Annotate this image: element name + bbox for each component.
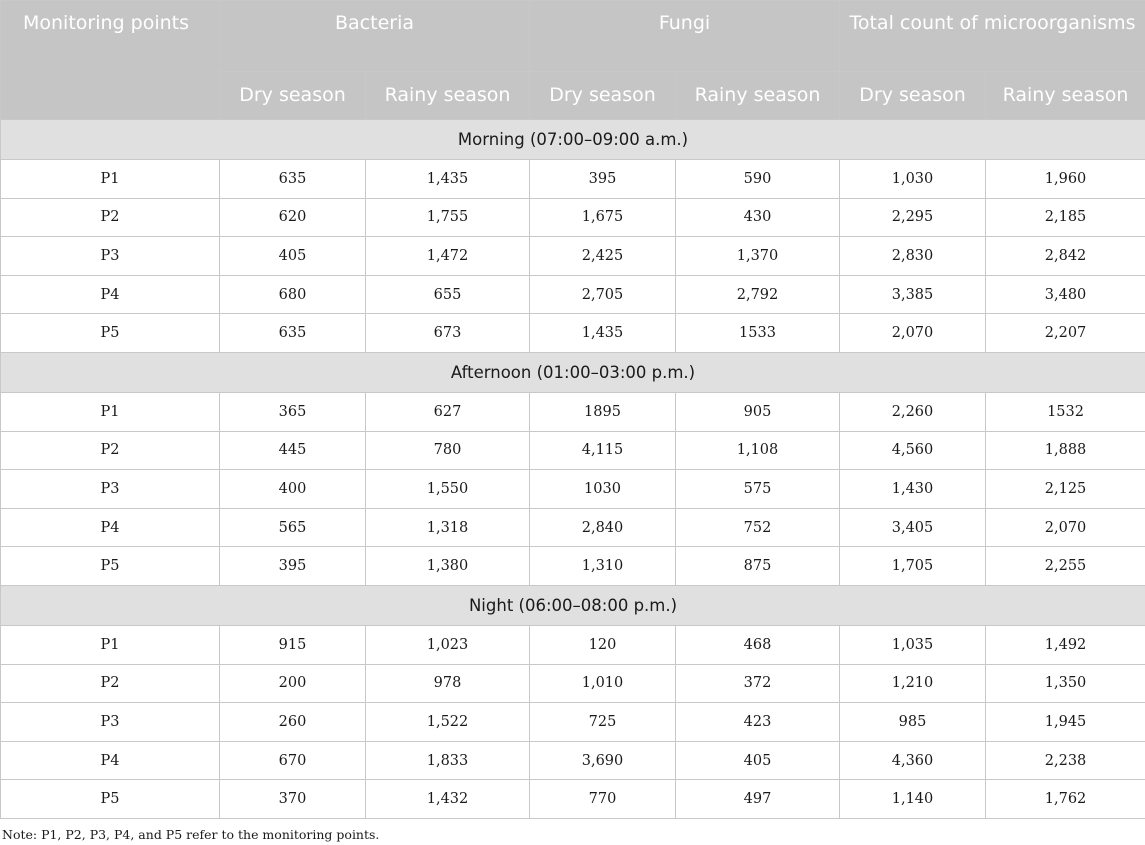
cell-fungi-dry: 120 (530, 625, 676, 664)
cell-total-dry: 3,405 (840, 508, 986, 547)
cell-point: P1 (1, 160, 220, 199)
cell-bact-dry: 635 (220, 160, 366, 199)
cell-bact-dry: 620 (220, 198, 366, 237)
cell-point: P5 (1, 314, 220, 353)
cell-fungi-rainy: 905 (676, 392, 840, 431)
cell-point: P4 (1, 275, 220, 314)
table-row (1, 198, 1145, 237)
cell-fungi-rainy: 372 (676, 664, 840, 703)
cell-total-rainy: 2,185 (986, 198, 1145, 237)
table-header (1, 1, 1145, 120)
cell-total-dry: 1,705 (840, 547, 986, 586)
cell-fungi-rainy: 430 (676, 198, 840, 237)
header-row-top (1, 1, 1145, 72)
cell-point: P4 (1, 741, 220, 780)
cell-point: P4 (1, 508, 220, 547)
cell-bact-dry: 260 (220, 703, 366, 742)
cell-total-dry: 4,560 (840, 431, 986, 470)
cell-total-rainy: 2,842 (986, 237, 1145, 276)
table-row (1, 431, 1145, 470)
cell-total-dry: 4,360 (840, 741, 986, 780)
cell-total-rainy: 2,125 (986, 470, 1145, 509)
cell-bact-dry: 365 (220, 392, 366, 431)
cell-fungi-rainy: 590 (676, 160, 840, 199)
cell-fungi-rainy: 497 (676, 780, 840, 819)
cell-bact-rainy: 1,550 (366, 470, 530, 509)
cell-total-dry: 1,035 (840, 625, 986, 664)
cell-bact-dry: 405 (220, 237, 366, 276)
cell-bact-rainy: 1,318 (366, 508, 530, 547)
cell-bact-rainy: 1,833 (366, 741, 530, 780)
cell-bact-rainy: 780 (366, 431, 530, 470)
cell-bact-rainy: 1,435 (366, 160, 530, 199)
cell-bact-dry: 200 (220, 664, 366, 703)
cell-fungi-rainy: 875 (676, 547, 840, 586)
table-row (1, 392, 1145, 431)
group-row (1, 120, 1145, 160)
header-total-dry: Dry season (840, 72, 986, 120)
cell-fungi-dry: 725 (530, 703, 676, 742)
cell-fungi-rainy: 423 (676, 703, 840, 742)
cell-bact-rainy: 978 (366, 664, 530, 703)
cell-fungi-rainy: 2,792 (676, 275, 840, 314)
group-label: Morning (07:00–09:00 a.m.) (1, 120, 1145, 160)
cell-bact-rainy: 1,472 (366, 237, 530, 276)
cell-total-rainy: 1,888 (986, 431, 1145, 470)
cell-total-rainy: 3,480 (986, 275, 1145, 314)
header-monitoring-points: Monitoring points (1, 1, 220, 120)
cell-fungi-dry: 2,840 (530, 508, 676, 547)
cell-bact-dry: 445 (220, 431, 366, 470)
cell-total-rainy: 2,238 (986, 741, 1145, 780)
cell-total-dry: 2,070 (840, 314, 986, 353)
header-total-rainy: Rainy season (986, 72, 1145, 120)
cell-total-dry: 2,830 (840, 237, 986, 276)
cell-total-rainy: 2,207 (986, 314, 1145, 353)
cell-bact-rainy: 1,755 (366, 198, 530, 237)
cell-bact-rainy: 1,023 (366, 625, 530, 664)
cell-total-dry: 1,030 (840, 160, 986, 199)
cell-total-rainy: 1,960 (986, 160, 1145, 199)
cell-bact-dry: 635 (220, 314, 366, 353)
table-row (1, 625, 1145, 664)
cell-point: P3 (1, 237, 220, 276)
cell-fungi-dry: 1,675 (530, 198, 676, 237)
cell-bact-rainy: 627 (366, 392, 530, 431)
cell-total-rainy: 1,945 (986, 703, 1145, 742)
cell-bact-rainy: 1,380 (366, 547, 530, 586)
cell-fungi-dry: 1,435 (530, 314, 676, 353)
cell-total-rainy: 1,762 (986, 780, 1145, 819)
cell-fungi-dry: 1895 (530, 392, 676, 431)
cell-total-dry: 1,430 (840, 470, 986, 509)
group-row (1, 585, 1145, 625)
cell-fungi-dry: 1,010 (530, 664, 676, 703)
table-row (1, 664, 1145, 703)
cell-total-rainy: 1532 (986, 392, 1145, 431)
cell-total-dry: 3,385 (840, 275, 986, 314)
cell-point: P2 (1, 431, 220, 470)
cell-total-rainy: 2,070 (986, 508, 1145, 547)
cell-fungi-rainy: 1,108 (676, 431, 840, 470)
table-row (1, 314, 1145, 353)
table-body (1, 120, 1145, 819)
cell-fungi-dry: 2,425 (530, 237, 676, 276)
cell-total-dry: 2,260 (840, 392, 986, 431)
header-bacteria-rainy: Rainy season (366, 72, 530, 120)
cell-fungi-rainy: 575 (676, 470, 840, 509)
cell-bact-dry: 400 (220, 470, 366, 509)
group-row (1, 352, 1145, 392)
cell-fungi-dry: 1,310 (530, 547, 676, 586)
group-label: Night (06:00–08:00 p.m.) (1, 585, 1145, 625)
cell-total-dry: 1,210 (840, 664, 986, 703)
cell-total-rainy: 1,492 (986, 625, 1145, 664)
table-row (1, 160, 1145, 199)
header-bacteria-dry: Dry season (220, 72, 366, 120)
table-row (1, 780, 1145, 819)
table-row (1, 703, 1145, 742)
cell-fungi-rainy: 405 (676, 741, 840, 780)
header-bacteria: Bacteria (220, 1, 530, 72)
cell-point: P2 (1, 664, 220, 703)
group-label: Afternoon (01:00–03:00 p.m.) (1, 352, 1145, 392)
table-row (1, 547, 1145, 586)
cell-total-dry: 985 (840, 703, 986, 742)
cell-bact-rainy: 1,522 (366, 703, 530, 742)
cell-bact-dry: 565 (220, 508, 366, 547)
cell-bact-dry: 370 (220, 780, 366, 819)
cell-total-dry: 1,140 (840, 780, 986, 819)
cell-point: P3 (1, 470, 220, 509)
cell-point: P5 (1, 547, 220, 586)
table-row (1, 237, 1145, 276)
cell-fungi-dry: 1030 (530, 470, 676, 509)
cell-bact-rainy: 1,432 (366, 780, 530, 819)
cell-bact-dry: 680 (220, 275, 366, 314)
table-row (1, 470, 1145, 509)
cell-bact-rainy: 655 (366, 275, 530, 314)
header-fungi-dry: Dry season (530, 72, 676, 120)
cell-fungi-rainy: 468 (676, 625, 840, 664)
cell-fungi-dry: 2,705 (530, 275, 676, 314)
header-fungi: Fungi (530, 1, 840, 72)
table-note: Note: P1, P2, P3, P4, and P5 refer to the monitoring points. (2, 827, 380, 842)
header-total: Total count of microorganisms (840, 1, 1145, 72)
cell-total-dry: 2,295 (840, 198, 986, 237)
cell-fungi-dry: 4,115 (530, 431, 676, 470)
cell-bact-dry: 915 (220, 625, 366, 664)
header-fungi-rainy: Rainy season (676, 72, 840, 120)
cell-point: P1 (1, 392, 220, 431)
cell-fungi-rainy: 752 (676, 508, 840, 547)
cell-fungi-rainy: 1533 (676, 314, 840, 353)
table-row (1, 508, 1145, 547)
cell-point: P1 (1, 625, 220, 664)
table-row (1, 741, 1145, 780)
cell-point: P5 (1, 780, 220, 819)
cell-bact-rainy: 673 (366, 314, 530, 353)
cell-fungi-dry: 3,690 (530, 741, 676, 780)
cell-point: P2 (1, 198, 220, 237)
cell-bact-dry: 670 (220, 741, 366, 780)
cell-total-rainy: 1,350 (986, 664, 1145, 703)
cell-point: P3 (1, 703, 220, 742)
cell-fungi-dry: 395 (530, 160, 676, 199)
cell-bact-dry: 395 (220, 547, 366, 586)
cell-fungi-dry: 770 (530, 780, 676, 819)
cell-total-rainy: 2,255 (986, 547, 1145, 586)
table-row (1, 275, 1145, 314)
cell-fungi-rainy: 1,370 (676, 237, 840, 276)
